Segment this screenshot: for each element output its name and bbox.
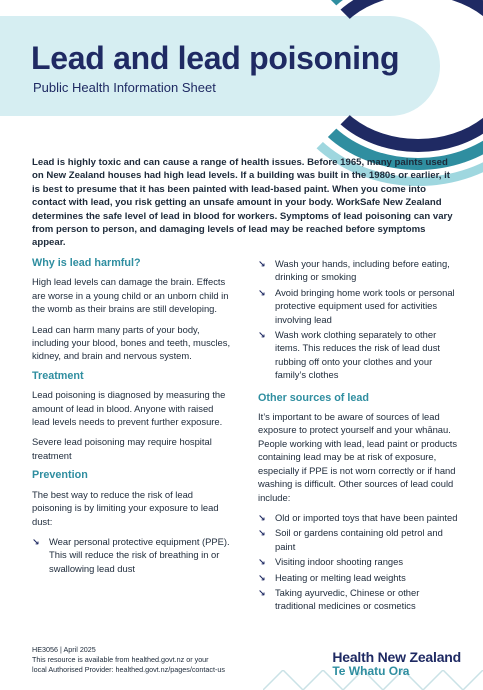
arrow-down-right-icon: ↘ xyxy=(258,528,266,539)
footer-text xyxy=(32,645,302,675)
arrow-down-right-icon: ↘ xyxy=(258,557,266,568)
list-item: ↘ Soil or gardens containing old petrol and paint xyxy=(258,527,443,552)
section-prevention xyxy=(32,469,232,575)
page-title: Lead and lead poisoning xyxy=(31,40,400,76)
footer-provider-link[interactable]: local Authorised Provider: healthed.govt.nz/pages/contact-us xyxy=(32,665,225,674)
section-harmful xyxy=(32,257,232,363)
intro-paragraph: Lead is highly toxic and can cause a range of health issues. Before 1965, many paints used on New Zealand houses had high lead levels. If a building was built in the 1980s or earlier, it is best to presume that it has been painted with lead-based paint. When you come into contact with lead, you risk getting an unsafe amount in your body. WorkSafe New Zealand determines the safe level of lead in blood for workers. Symptoms of lead poisoning can vary from person to person, and damaging levels of lead may be reached before symptoms appear. xyxy=(32,157,453,249)
heading-harmful: Why is lead harmful? xyxy=(32,257,141,269)
heading-other-sources: Other sources of lead xyxy=(258,391,370,404)
prevention-list-part1 xyxy=(32,535,232,575)
heading-treatment: Treatment xyxy=(32,369,84,382)
left-column xyxy=(32,257,232,577)
footer-availability: This resource is available from healthed.govt.nz or your xyxy=(32,655,209,664)
treatment-paragraph-2: Severe lead poisoning may require hospital treatment xyxy=(32,436,212,461)
list-item: ↘ Heating or melting lead weights xyxy=(258,571,458,584)
page-subtitle: Public Health Information Sheet xyxy=(33,80,216,95)
other-sources-list xyxy=(258,511,458,613)
section-treatment xyxy=(32,370,232,462)
list-item: ↘ Wash your hands, including before eating, drinking or smoking xyxy=(258,258,450,283)
header-banner xyxy=(0,0,483,150)
arrow-down-right-icon: ↘ xyxy=(258,572,266,583)
logo-english: Health New Zealand xyxy=(332,649,461,665)
list-item: ↘ Visiting indoor shooting ranges xyxy=(258,555,458,568)
arrow-down-right-icon: ↘ xyxy=(258,587,266,598)
harmful-paragraph-2: Lead can harm many parts of your body, including your blood, bones and teeth, muscles, kidney, and brain and nervous system. xyxy=(32,323,231,362)
document-code: HE3056 | April 2025 xyxy=(32,645,96,654)
prevention-list-part2 xyxy=(258,257,458,382)
section-other-sources xyxy=(258,392,458,613)
heading-prevention: Prevention xyxy=(32,469,88,482)
arrow-down-right-icon: ↘ xyxy=(258,512,266,523)
logo-maori: Te Whatu Ora xyxy=(332,664,410,678)
harmful-paragraph-1: High lead levels can damage the brain. Effects are worse in a young child or an unborn child in the womb as their brains are still developing. xyxy=(32,276,229,315)
arrow-down-right-icon: ↘ xyxy=(258,259,266,269)
health-nz-logo xyxy=(332,649,461,678)
other-paragraph-1: It’s important to be aware of sources of lead exposure to protect yourself and your whānau. People working with lead, lead paint or products containing lead may be at risk of exposure, especially if PPE is not worn correctly or if hand washing is difficult. Other sources of lead could include: xyxy=(258,411,458,503)
right-column xyxy=(258,257,458,615)
prevention-paragraph-1: The best way to reduce the risk of lead poisoning is by limiting your exposure to lead dust: xyxy=(32,488,219,527)
arrow-down-right-icon: ↘ xyxy=(258,330,266,341)
list-item: ↘ Avoid bringing home work tools or personal protective equipment used for activities involving lead xyxy=(258,286,455,325)
list-item: ↘ Wear personal protective equipment (PPE). This will reduce the risk of breathing in or swallowing lead dust xyxy=(32,535,230,574)
treatment-paragraph-1: Lead poisoning is diagnosed by measuring the amount of lead in blood. Anyone with raised lead levels needs to prevent further exposure. xyxy=(32,389,226,428)
list-item: ↘ Taking ayurvedic, Chinese or other traditional medicines or cosmetics xyxy=(258,586,420,612)
arrow-down-right-icon: ↘ xyxy=(258,287,266,298)
arrow-down-right-icon: ↘ xyxy=(32,536,40,547)
list-item: ↘ Wash work clothing separately to other items. This reduces the risk of lead dust rubbing off onto your clothes and your family’s clothes xyxy=(258,329,441,381)
list-item: ↘ Old or imported toys that have been painted xyxy=(258,511,458,524)
footer xyxy=(0,645,483,690)
